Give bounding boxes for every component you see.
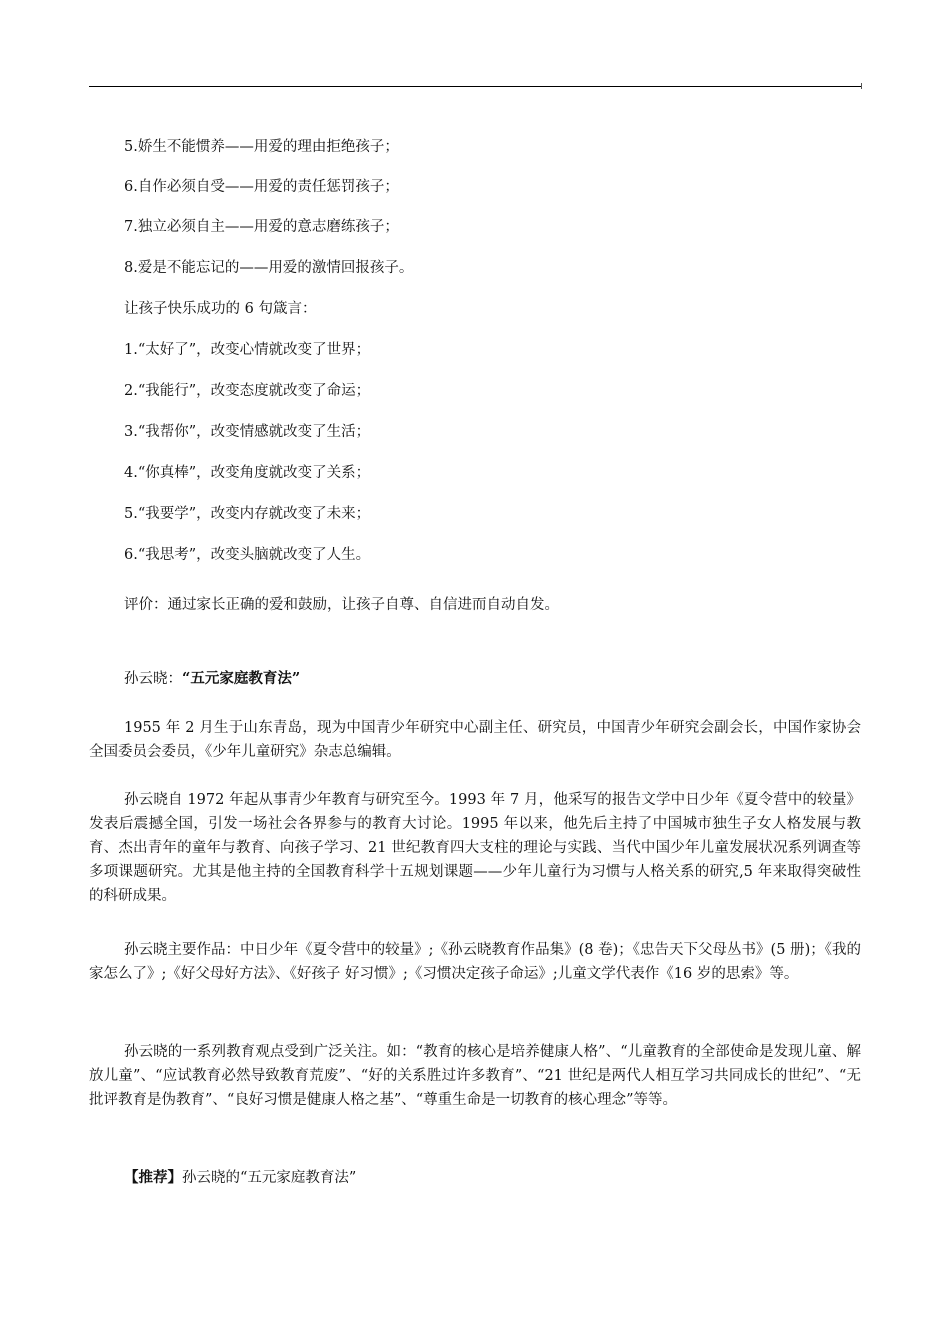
section-title-name: 孙云晓： bbox=[124, 671, 182, 687]
header-rule-end-mark bbox=[861, 83, 862, 89]
career-paragraph: 孙云晓自 1972 年起从事青少年教育与研究至今。1993 年 7 月，他采写的报告文学中日少年《夏令营中的较量》发表后震撼全国，引发一场社会各界参与的教育大讨论。1995 年以来，他先后主持了中国城市独生子女人格发展与教育、杰出青年的童年与教育、向孩子学习、21 世纪教育四大支柱的理论与实践、当代中国少年儿童发展状况系列调查等多项课题研究。尤其是他主持的全国教育科学十五规划课题——少年儿童行为习惯与人格关系的研究,5 年来取得突破性的科研成果。 bbox=[89, 792, 861, 904]
maxim-item-6: 6.“我思考”，改变头脑就改变了人生。 bbox=[124, 547, 371, 563]
bio-paragraph: 1955 年 2 月生于山东青岛，现为中国青少年研究中心副主任、研究员，中国青少年研究会副会长，中国作家协会全国委员会委员，《少年儿童研究》杂志总编辑。 bbox=[89, 720, 861, 760]
maxim-item-4: 4.“你真棒”，改变角度就改变了关系； bbox=[124, 465, 371, 481]
maxim-item-3: 3.“我帮你”，改变情感就改变了生活； bbox=[124, 424, 371, 440]
principle-item-8: 8.爱是不能忘记的——用爱的激情回报孩子。 bbox=[124, 260, 414, 276]
evaluation-text: 评价：通过家长正确的爱和鼓励，让孩子自尊、自信进而自动自发。 bbox=[124, 597, 559, 613]
principle-item-6: 6.自作必须自受——用爱的责任惩罚孩子； bbox=[124, 179, 399, 195]
section-title bbox=[124, 669, 300, 689]
maxim-item-2: 2.“我能行”，改变态度就改变了命运； bbox=[124, 383, 371, 399]
maxims-intro: 让孩子快乐成功的 6 句箴言： bbox=[124, 301, 317, 317]
principle-item-5: 5.娇生不能惯养——用爱的理由拒绝孩子； bbox=[124, 139, 399, 155]
principle-item-7: 7.独立必须自主——用爱的意志磨练孩子； bbox=[124, 219, 399, 235]
recommend-line bbox=[124, 1168, 356, 1188]
maxim-item-5: 5.“我要学”，改变内存就改变了未来； bbox=[124, 506, 371, 522]
viewpoints-paragraph: 孙云晓的一系列教育观点受到广泛关注。如：“教育的核心是培养健康人格”、“儿童教育的全部使命是发现儿童、解放儿童”、“应试教育必然导致教育荒废”、“好的关系胜过许多教育”、“21 世纪是两代人相互学习共同成长的世纪”、“无批评教育是伪教育”、“良好习惯是健康人格之基”、“尊重生命是一切教育的核心理念”等等。 bbox=[89, 1044, 861, 1108]
works-paragraph: 孙云晓主要作品：中日少年《夏令营中的较量》;《孙云晓教育作品集》(8 卷)；《忠告天下父母丛书》(5 册)；《我的家怎么了》;《好父母好方法》、《好孩子 好习惯》;《习惯决定孩子命运》;儿童文学代表作《16 岁的思索》等。 bbox=[89, 942, 861, 982]
recommend-tag: 【推荐】 bbox=[124, 1169, 182, 1186]
section-title-method: “五元家庭教育法” bbox=[182, 670, 301, 687]
header-rule bbox=[89, 86, 861, 87]
maxim-item-1: 1.“太好了”，改变心情就改变了世界； bbox=[124, 342, 371, 358]
recommend-text: 孙云晓的“五元家庭教育法” bbox=[182, 1170, 357, 1186]
